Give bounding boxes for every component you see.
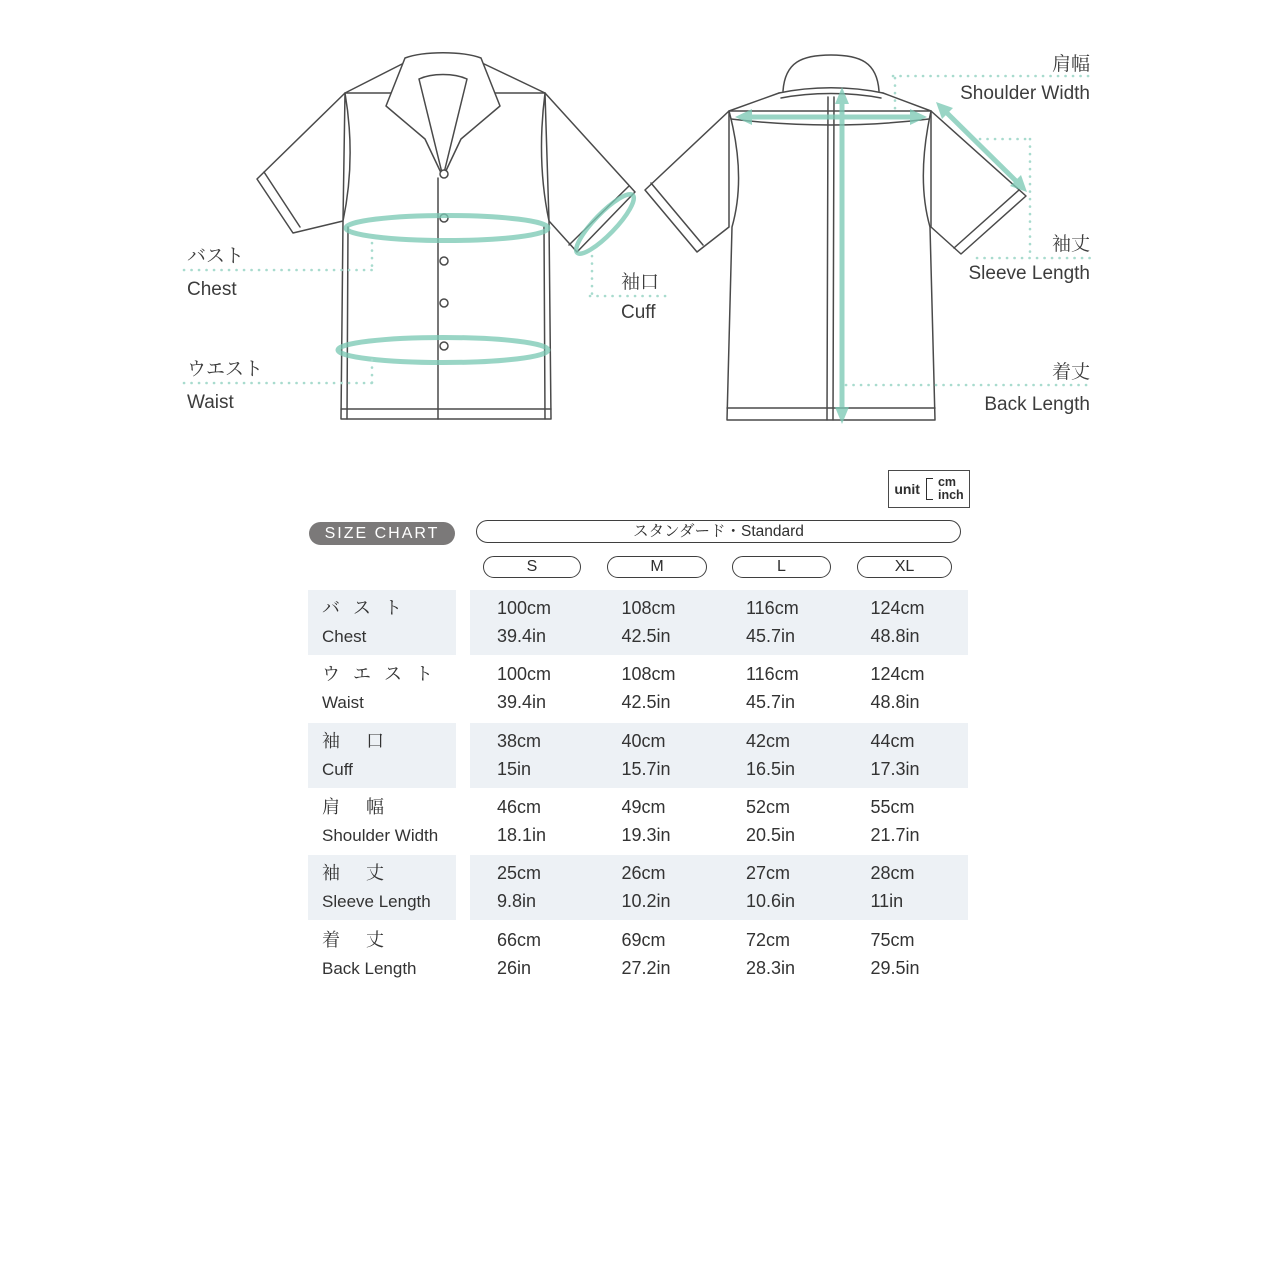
value-cell: 100cm 39.4in bbox=[497, 598, 552, 646]
size-pill-xl: XL bbox=[857, 556, 952, 578]
value-cell: 26cm 10.2in bbox=[621, 863, 671, 911]
table-row-chest bbox=[308, 590, 968, 655]
back-length-label-en: Back Length bbox=[984, 394, 1090, 415]
chest-label-en: Chest bbox=[187, 279, 237, 300]
unit-cm: cm bbox=[937, 475, 957, 489]
row-label-cell bbox=[308, 723, 456, 788]
category-pill: スタンダード・Standard bbox=[476, 520, 961, 543]
row-values bbox=[470, 789, 968, 854]
row-label-cell bbox=[308, 855, 456, 920]
cuff-label-jp: 袖口 bbox=[621, 272, 660, 293]
back-shirt-illustration bbox=[645, 55, 1026, 420]
value-cell: 72cm 28.3in bbox=[746, 930, 796, 978]
sleeve-length-label-jp: 袖丈 bbox=[1051, 234, 1090, 255]
table-row-waist bbox=[308, 656, 968, 721]
row-label-en: Chest bbox=[322, 627, 367, 646]
unit-box bbox=[888, 470, 970, 508]
row-label-cell bbox=[308, 789, 456, 854]
size-pill-s: S bbox=[483, 556, 581, 578]
size-chart-title: SIZE CHART bbox=[309, 522, 455, 545]
unit-inch: inch bbox=[937, 488, 964, 502]
row-label-jp: 肩 幅 bbox=[322, 797, 388, 817]
row-label-en: Shoulder Width bbox=[322, 826, 439, 845]
table-row-cuff bbox=[308, 723, 968, 788]
value-cell: 42cm 16.5in bbox=[746, 731, 796, 779]
row-values bbox=[470, 590, 968, 655]
value-cell: 28cm 11in bbox=[870, 863, 915, 911]
value-cell: 116cm 45.7in bbox=[746, 598, 799, 646]
shoulder-width-label-en: Shoulder Width bbox=[960, 83, 1090, 104]
waist-label-en: Waist bbox=[187, 392, 234, 413]
value-cell: 52cm 20.5in bbox=[746, 797, 796, 845]
row-label-en: Sleeve Length bbox=[322, 892, 431, 911]
value-cell: 27cm 10.6in bbox=[746, 863, 796, 911]
value-cell: 44cm 17.3in bbox=[870, 731, 920, 779]
table-row-back-length bbox=[308, 922, 968, 987]
value-cell: 46cm 18.1in bbox=[497, 797, 547, 845]
table-row-shoulder-width bbox=[308, 789, 968, 854]
value-cell: 66cm 26in bbox=[497, 930, 542, 978]
unit-label: unit bbox=[894, 481, 920, 497]
shoulder-width-label-jp: 肩幅 bbox=[1051, 54, 1090, 75]
row-label-en: Back Length bbox=[322, 959, 417, 978]
value-cell: 124cm 48.8in bbox=[870, 598, 925, 646]
value-cell: 116cm 45.7in bbox=[746, 664, 799, 712]
back-length-label-jp: 着丈 bbox=[1051, 362, 1090, 383]
row-label-jp: 袖 口 bbox=[322, 731, 388, 751]
value-cell: 38cm 15in bbox=[497, 731, 542, 779]
row-values bbox=[470, 922, 968, 987]
value-cell: 124cm 48.8in bbox=[870, 664, 925, 712]
row-label-en: Cuff bbox=[322, 760, 353, 779]
row-label-cell bbox=[308, 590, 456, 655]
value-cell: 108cm 42.5in bbox=[621, 598, 676, 646]
row-values bbox=[470, 656, 968, 721]
row-label-jp: 袖 丈 bbox=[322, 863, 388, 883]
value-cell: 55cm 21.7in bbox=[870, 797, 920, 845]
row-label-en: Waist bbox=[322, 693, 364, 712]
value-cell: 75cm 29.5in bbox=[870, 930, 920, 978]
value-cell: 69cm 27.2in bbox=[621, 930, 671, 978]
waist-label-jp: ウエスト bbox=[187, 359, 264, 380]
value-cell: 40cm 15.7in bbox=[621, 731, 671, 779]
value-cell: 49cm 19.3in bbox=[621, 797, 671, 845]
row-values bbox=[470, 723, 968, 788]
size-pill-l: L bbox=[732, 556, 831, 578]
row-label-jp: 着 丈 bbox=[322, 930, 388, 950]
unit-bracket-icon bbox=[926, 478, 933, 500]
row-values bbox=[470, 855, 968, 920]
row-label-cell bbox=[308, 656, 456, 721]
sleeve-length-label-en: Sleeve Length bbox=[968, 263, 1090, 284]
value-cell: 25cm 9.8in bbox=[497, 863, 542, 911]
table-row-sleeve-length bbox=[308, 855, 968, 920]
value-cell: 100cm 39.4in bbox=[497, 664, 552, 712]
row-label-jp: ウ エ ス ト bbox=[322, 664, 438, 684]
chest-label-jp: バスト bbox=[187, 246, 245, 267]
size-pill-m: M bbox=[607, 556, 707, 578]
row-label-cell bbox=[308, 922, 456, 987]
value-cell: 108cm 42.5in bbox=[621, 664, 676, 712]
row-label-jp: バ ス ト bbox=[322, 598, 407, 618]
cuff-label-en: Cuff bbox=[621, 302, 656, 323]
